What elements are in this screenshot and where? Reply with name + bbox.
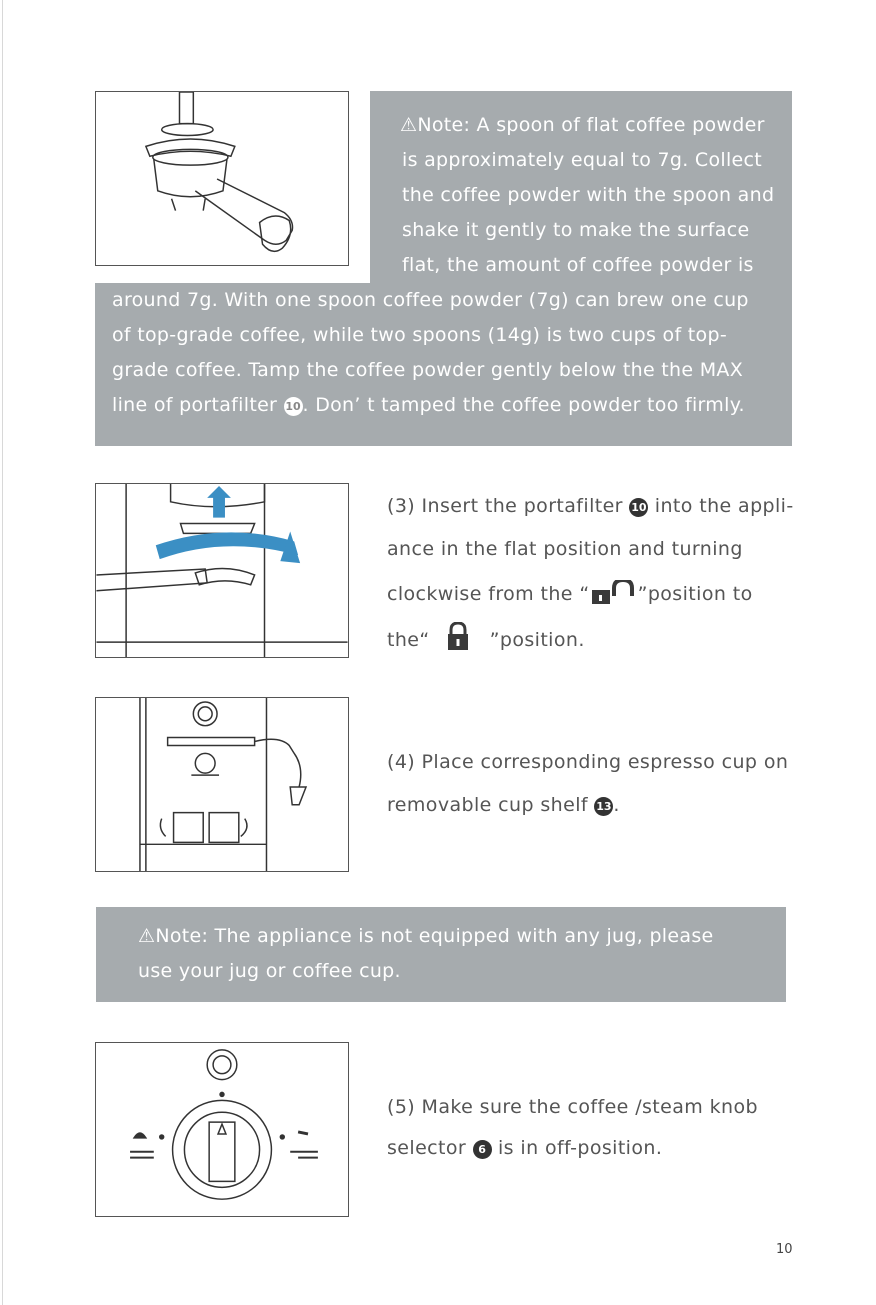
page-edge-line (2, 0, 3, 1305)
espresso-cups-illustration (95, 697, 349, 872)
step3-line-3 (387, 580, 753, 609)
part-number-badge: 10 (284, 397, 303, 416)
step5-line-2 (387, 1137, 662, 1159)
note1-line-1: ⚠Note: A spoon of flat coffee powder (400, 114, 765, 136)
knob-selector-illustration (95, 1042, 349, 1217)
step3-line-4 (387, 622, 585, 655)
lock-icon (446, 622, 470, 655)
note1-line-8: grade coffee. Tamp the coffee powder gently below the the MAX (112, 359, 744, 381)
insert-portafilter-illustration (95, 483, 349, 658)
page-number: 10 (776, 1242, 793, 1257)
step5-text-a: selector (387, 1137, 473, 1159)
step3-text-b: into the appli- (648, 495, 794, 517)
note1-line-4: shake it gently to make the surface (402, 219, 750, 241)
step4-line-1: (4) Place corresponding espresso cup on (387, 751, 789, 773)
step5-text-b: is in off-position. (491, 1137, 663, 1159)
step3-text-f: ”position. (489, 629, 585, 651)
portafilter-tamper-illustration (95, 91, 349, 266)
part-number-badge: 10 (629, 498, 648, 517)
note1-last-text-b: . Don’ t tamped the coffee powder too firmly. (302, 394, 745, 416)
step3-text-d: ”position to (637, 583, 753, 605)
note2-line-2: use your jug or coffee cup. (138, 960, 401, 982)
note1-line-2: is approximately equal to 7g. Collect (402, 149, 763, 171)
note1-line-9 (112, 394, 745, 416)
step3-text-c: clockwise from the “ (387, 583, 590, 605)
note2-line-1: ⚠Note: The appliance is not equipped with any jug, please (138, 925, 714, 947)
step3-text-a: (3) Insert the portafilter (387, 495, 630, 517)
step3-line-2: ance in the flat position and turning (387, 538, 743, 560)
step3-text-e: the“ (387, 629, 430, 651)
note1-line-6: around 7g. With one spoon coffee powder (7g) can brew one cup (112, 289, 749, 311)
note1-last-text-a: line of portafilter (112, 394, 284, 416)
unlock-icon (590, 580, 638, 609)
note1-line-5: flat, the amount of coffee powder is (402, 254, 754, 276)
note-box-jug (96, 907, 786, 1002)
step3-line-1 (387, 495, 794, 517)
step4-line-2 (387, 794, 620, 816)
step4-text-b: . (613, 794, 620, 816)
part-number-badge: 13 (594, 797, 613, 816)
step4-text-a: removable cup shelf (387, 794, 595, 816)
note1-line-7: of top-grade coffee, while two spoons (14g) is two cups of top- (112, 324, 727, 346)
note1-line-3: the coffee powder with the spoon and (402, 184, 775, 206)
part-number-badge: 6 (473, 1140, 492, 1159)
step5-line-1: (5) Make sure the coffee /steam knob (387, 1096, 758, 1118)
